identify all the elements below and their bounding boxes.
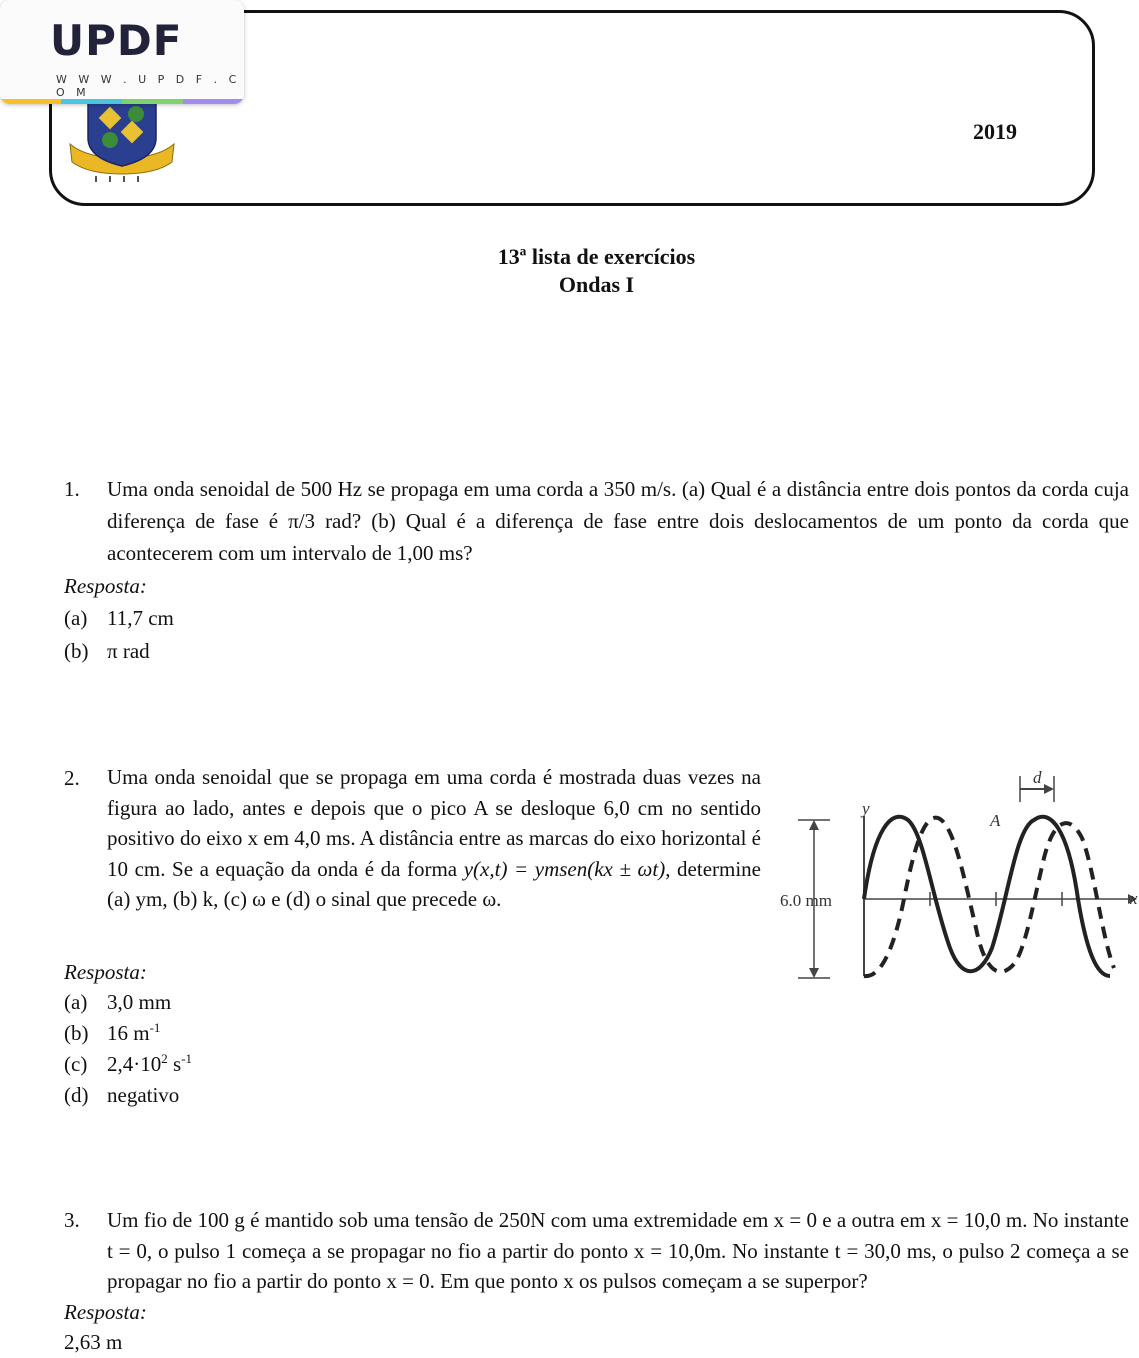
q3-answer-label: Resposta: — [64, 1300, 147, 1324]
q2-text-part2: , determine (a) ym, (b) k, (c) ω e (d) o sinal que precede ω. — [107, 856, 762, 911]
header-year: 2019 — [973, 119, 1017, 144]
updf-logo: UPDF — [50, 16, 183, 65]
q2-answer-c-value: 2,4·10 — [107, 1052, 162, 1076]
wave-label-a: A — [990, 811, 1001, 830]
q2-answer-c — [107, 1048, 192, 1080]
q1-answer-a-value: 11,7 cm — [107, 606, 174, 630]
q1-answer-b-value: π rad — [107, 639, 150, 663]
q2-text-part1: Uma onda senoidal que se propaga em uma corda é mostrada duas vezes na figura ao lado, antes e depois que o pico A se desloque 6,0 cm no sentido positivo do eixo x em 4,0 ms. A distância entre as marcas do eixo horizontal é 10 cm. Se a equação da onda é da forma — [107, 765, 761, 881]
q2-answer-c-unit: s — [167, 1052, 182, 1076]
q2-answer-a-label: (a) — [64, 990, 88, 1014]
q2-number: 2. — [64, 766, 80, 790]
q2-answer-b — [107, 1017, 160, 1049]
wave-label-d: d — [1033, 768, 1042, 787]
q2-answer-c-sup: 2 — [161, 1051, 168, 1066]
q3-text: Um fio de 100 g é mantido sob uma tensão de 250N com uma extremidade em x = 0 e a outra em x = 10,0 m. No instante t = 0, o pulso 1 começa a se propagar no fio a partir do ponto x = 10,0m. No instante t = 30,0 ms, o pulso 2 começa a se propagar no fio a partir do ponto x = 0. Em que ponto x os pulsos começam a se superpor? — [107, 1208, 1129, 1293]
q1-number: 1. — [64, 477, 80, 501]
updf-watermark — [0, 0, 244, 104]
q1-answer-b-label: (b) — [64, 639, 89, 663]
q2-answer-b-sup: -1 — [149, 1020, 161, 1035]
q1-answer-a-label: (a) — [64, 606, 88, 630]
q3-number: 3. — [64, 1208, 80, 1232]
q2-answer-c-unit-sup: -1 — [181, 1051, 193, 1066]
q2-answer-a-value: 3,0 mm — [107, 990, 172, 1014]
q2-answer-b-value: 16 m — [107, 1021, 150, 1045]
q2-answer-label: Resposta: — [64, 960, 147, 984]
q1-text: Uma onda senoidal de 500 Hz se propaga em uma corda a 350 m/s. (a) Qual é a distância entre dois pontos da corda cuja diferença de fase é π/3 rad? (b) Qual é a diferença de fase entre dois deslocamentos de um ponto da corda que acontecerem com um intervalo de 1,00 ms? — [107, 477, 1129, 565]
q2-answer-b-label: (b) — [64, 1021, 89, 1045]
page-subtitle: Ondas I — [558, 272, 635, 297]
updf-url: W W W . U P D F . C O M — [56, 73, 241, 99]
q2-answer-c-label: (c) — [64, 1052, 88, 1076]
updf-color-bar — [0, 99, 244, 104]
q2-equation: y(x,t) = ymsen(kx ± ωt) — [463, 856, 666, 881]
wave-label-y: y — [862, 799, 870, 818]
wave-figure — [778, 768, 1139, 984]
wave-amplitude-label: 6.0 mm — [780, 891, 832, 910]
wave-label-x: x — [1130, 889, 1138, 908]
q2-answer-d-value: negativo — [107, 1083, 180, 1107]
q2-answer-d-label: (d) — [64, 1083, 89, 1107]
q1-answer-label: Resposta: — [64, 574, 147, 598]
q2-text — [107, 762, 761, 915]
page-title: 13ª lista de exercícios — [497, 244, 696, 269]
q3-answer-value: 2,63 m — [64, 1330, 123, 1354]
